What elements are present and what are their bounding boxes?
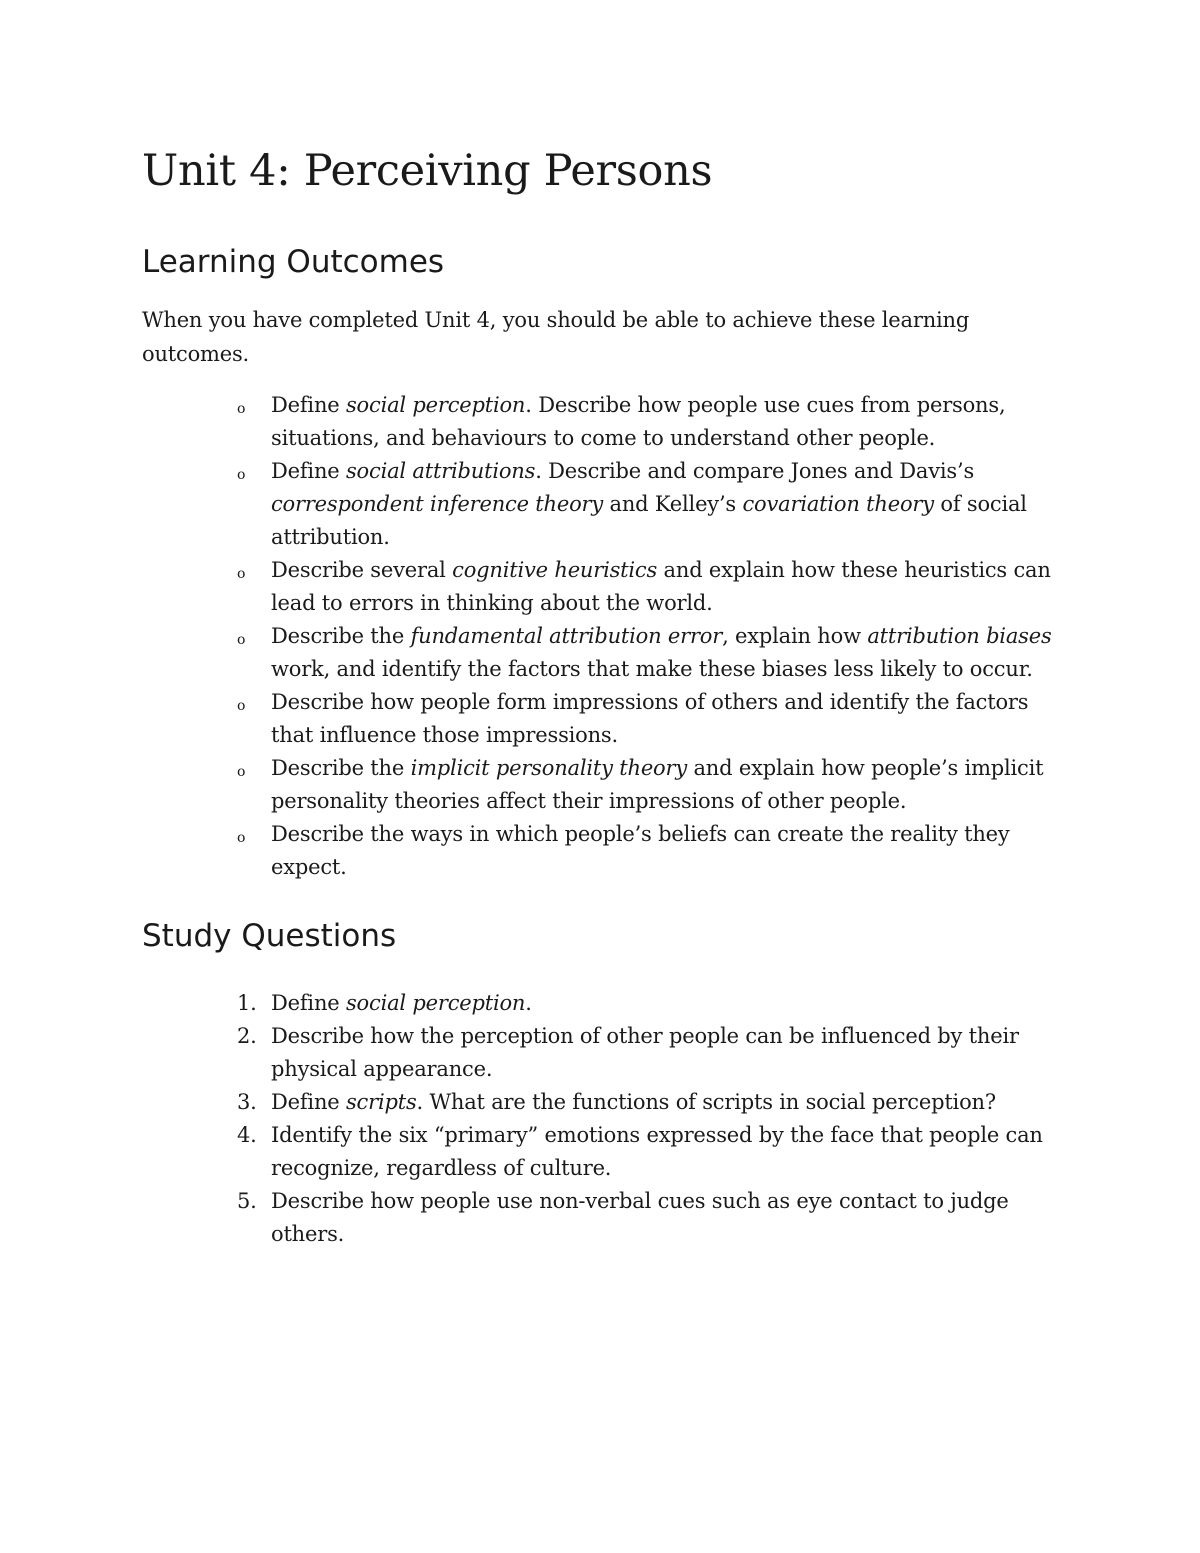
bullet-icon: o bbox=[237, 698, 246, 714]
text-segment: . Describe how people use cues from persons, situations, and behaviours to come to understand other people. bbox=[271, 393, 1006, 450]
emphasized-term: cognitive heuristics bbox=[452, 558, 658, 582]
text-segment: Identify the six “primary” emotions expressed by the face that people can recognize, regardless of culture. bbox=[271, 1123, 1043, 1180]
learning-outcome-item bbox=[142, 554, 1062, 620]
question-number: 3. bbox=[237, 1090, 257, 1114]
bullet-icon: o bbox=[237, 632, 246, 648]
bullet-icon: o bbox=[237, 830, 246, 846]
question-number: 5. bbox=[237, 1189, 257, 1213]
document-page bbox=[142, 136, 1062, 1251]
study-questions-list bbox=[142, 987, 1062, 1251]
study-question-item bbox=[142, 1119, 1062, 1185]
text-segment: Describe the ways in which people’s beliefs can create the reality they expect. bbox=[271, 822, 1010, 879]
bullet-icon: o bbox=[237, 467, 246, 483]
text-segment: and explain how people’s implicit personality theories affect their impressions of other people. bbox=[271, 756, 1044, 813]
text-segment: Describe several bbox=[271, 558, 453, 582]
emphasized-term: social attributions bbox=[345, 459, 536, 483]
learning-outcome-item bbox=[142, 389, 1062, 455]
question-number: 1. bbox=[237, 991, 257, 1015]
learning-outcome-item bbox=[142, 455, 1062, 554]
text-segment: . bbox=[525, 991, 532, 1015]
text-segment: of social attribution. bbox=[271, 492, 1027, 549]
bullet-icon: o bbox=[237, 566, 246, 582]
bullet-icon: o bbox=[237, 401, 246, 417]
text-segment: . What are the functions of scripts in social perception? bbox=[416, 1090, 996, 1114]
emphasized-term: social perception bbox=[345, 991, 526, 1015]
text-segment: Describe the bbox=[271, 756, 411, 780]
study-question-item bbox=[142, 987, 1062, 1020]
question-number: 4. bbox=[237, 1123, 257, 1147]
text-segment: Describe the bbox=[271, 624, 411, 648]
emphasized-term: correspondent inference theory bbox=[271, 492, 604, 516]
text-segment: Describe how people form impressions of others and identify the factors that influence those impressions. bbox=[271, 690, 1029, 747]
learning-outcome-item bbox=[142, 752, 1062, 818]
learning-outcome-item bbox=[142, 686, 1062, 752]
emphasized-term: fundamental attribution error bbox=[410, 624, 723, 648]
emphasized-term: implicit personality theory bbox=[410, 756, 687, 780]
learning-outcomes-heading: Learning Outcomes bbox=[142, 244, 445, 280]
emphasized-term: attribution biases bbox=[867, 624, 1052, 648]
text-segment: , explain how bbox=[722, 624, 868, 648]
text-segment: Describe how people use non-verbal cues such as eye contact to judge others. bbox=[271, 1189, 1009, 1246]
text-segment: Define bbox=[271, 459, 346, 483]
study-question-item bbox=[142, 1020, 1062, 1086]
question-number: 2. bbox=[237, 1024, 257, 1048]
text-segment: and explain how these heuristics can lead to errors in thinking about the world. bbox=[271, 558, 1051, 615]
text-segment: . Describe and compare Jones and Davis’s bbox=[535, 459, 975, 483]
text-segment: Describe how the perception of other people can be influenced by their physical appearance. bbox=[271, 1024, 1019, 1081]
study-question-item bbox=[142, 1185, 1062, 1251]
page-title: Unit 4: Perceiving Persons bbox=[142, 146, 713, 196]
study-questions-heading: Study Questions bbox=[142, 918, 397, 954]
study-question-item bbox=[142, 1086, 1062, 1119]
text-segment: Define bbox=[271, 991, 346, 1015]
learning-outcome-item bbox=[142, 818, 1062, 884]
emphasized-term: social perception bbox=[345, 393, 526, 417]
emphasized-term: covariation theory bbox=[742, 492, 934, 516]
text-segment: and Kelley’s bbox=[603, 492, 743, 516]
emphasized-term: scripts bbox=[345, 1090, 417, 1114]
text-segment: Define bbox=[271, 393, 346, 417]
text-segment: work, and identify the factors that make these biases less likely to occur. bbox=[271, 657, 1033, 681]
learning-outcome-item bbox=[142, 620, 1062, 686]
learning-outcomes-intro: When you have completed Unit 4, you should be able to achieve these learning outcomes. bbox=[142, 308, 970, 366]
learning-outcomes-list bbox=[142, 389, 1062, 884]
bullet-icon: o bbox=[237, 764, 246, 780]
text-segment: Define bbox=[271, 1090, 346, 1114]
